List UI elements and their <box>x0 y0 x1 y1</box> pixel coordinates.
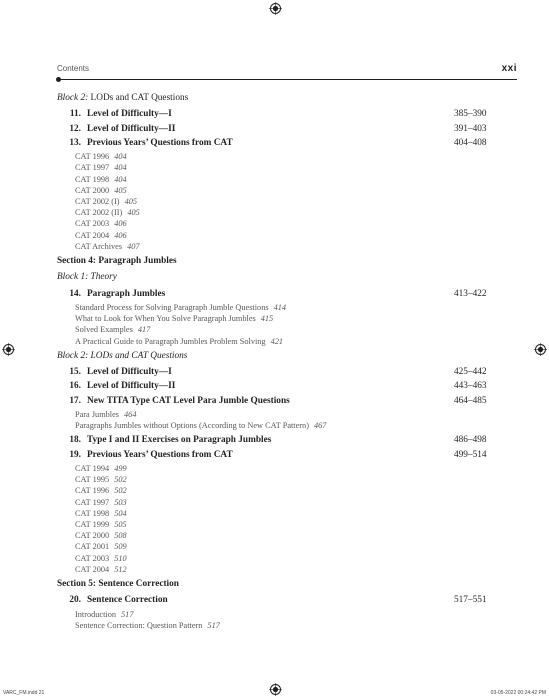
chapter-number: 19. <box>69 449 81 460</box>
subentry <box>75 463 523 474</box>
chapter-number: 12. <box>69 123 81 134</box>
subentry-page: 517 <box>207 620 220 630</box>
subentry-label: CAT 1996 <box>75 486 110 496</box>
subentry <box>75 609 523 620</box>
registration-mark-icon <box>269 2 282 15</box>
chapter-page-range: 391–403 <box>454 123 487 134</box>
subentry-label: CAT 2004 <box>75 564 110 574</box>
chapter-title: Paragraph Jumbles <box>87 288 166 299</box>
subentry-page: 415 <box>260 314 274 324</box>
subentry <box>75 553 523 564</box>
subentry <box>75 519 523 530</box>
page-number: xxi <box>501 63 517 74</box>
registration-mark-icon <box>2 343 15 356</box>
chapter-title: Level of Difficulty—I <box>87 109 172 120</box>
subentry-list <box>57 151 523 252</box>
subentry-label: CAT 1997 <box>75 497 110 507</box>
chapter-title: Level of Difficulty—II <box>87 123 176 134</box>
subentry-page: 499 <box>114 463 127 473</box>
chapter-entry <box>57 138 523 149</box>
subentry <box>75 241 523 252</box>
subentry <box>75 313 523 324</box>
subentry <box>75 196 523 207</box>
subentry-list <box>57 463 523 575</box>
subentry <box>75 162 523 173</box>
subentry-page: 502 <box>114 486 127 496</box>
block-heading-title: LODs and CAT Questions <box>88 93 189 103</box>
footer-file-name: VARC_FM.indd 21 <box>3 690 45 696</box>
subentry <box>75 336 523 347</box>
subentry-page: 517 <box>121 609 134 619</box>
chapter-title: Previous Years’ Questions from CAT <box>87 449 233 460</box>
chapter-entry <box>57 367 523 378</box>
subentry-page: 467 <box>313 421 327 431</box>
subentry <box>75 185 523 196</box>
chapter-entry <box>57 124 523 135</box>
chapter-page-range: 517–551 <box>454 595 487 606</box>
subentry <box>75 485 523 496</box>
subentry-page: 404 <box>114 152 127 162</box>
chapter-title: Previous Years’ Questions from CAT <box>87 137 233 148</box>
subentry <box>75 174 523 185</box>
subentry-label: CAT 1995 <box>75 475 110 485</box>
subentry-label: Paragraphs Jumbles without Options (According to New CAT Pattern) <box>75 421 309 431</box>
subentry-page: 508 <box>114 531 127 541</box>
footer-timestamp: 03-05-2022 00:24:42 PM <box>490 690 546 696</box>
subentry-page: 502 <box>114 475 127 485</box>
block-heading-label: Block 2: <box>57 93 89 103</box>
subentry-list <box>57 409 523 431</box>
subentry <box>75 497 523 508</box>
subentry <box>75 474 523 485</box>
block-heading-label: Block 2: LODs and CAT Questions <box>57 350 188 361</box>
chapter-entry <box>57 396 523 407</box>
subentry-page: 505 <box>114 519 127 529</box>
subentry-page: 510 <box>114 553 127 563</box>
subentry-label: CAT 2004 <box>75 230 110 240</box>
subentry <box>75 230 523 241</box>
chapter-number: 13. <box>69 137 81 148</box>
chapter-number: 18. <box>69 435 81 446</box>
subentry-page: 406 <box>114 230 127 240</box>
block-heading <box>57 272 523 283</box>
block-heading-label: Block 1: Theory <box>57 272 117 283</box>
subentry-page: 405 <box>124 197 138 206</box>
chapter-page-range: 425–442 <box>454 367 487 378</box>
section-heading: Section 5: Sentence Correction <box>57 578 179 589</box>
subentry <box>75 151 523 162</box>
chapter-number: 20. <box>69 595 81 606</box>
subentry-page: 504 <box>114 508 127 518</box>
chapter-number: 17. <box>69 395 81 406</box>
chapter-title: New TITA Type CAT Level Para Jumble Questions <box>87 395 290 406</box>
subentry <box>75 302 523 313</box>
subentry <box>75 324 523 335</box>
running-head-title: Contents <box>57 64 90 73</box>
subentry-page: 404 <box>114 163 127 173</box>
subentry-page: 406 <box>114 219 127 229</box>
header-rule-dot <box>56 77 61 82</box>
subentry-label: Sentence Correction: Question Pattern <box>75 620 203 630</box>
chapter-title: Sentence Correction <box>87 595 168 606</box>
subentry-page: 421 <box>270 336 284 346</box>
subentry-label: CAT 1997 <box>75 163 110 173</box>
chapter-number: 16. <box>69 381 81 392</box>
subentry-page: 414 <box>273 302 287 312</box>
subentry-label: Introduction <box>75 609 117 619</box>
chapter-page-range: 486–498 <box>454 435 487 446</box>
subentry-page: 405 <box>127 208 140 218</box>
subentry-page: 405 <box>114 185 127 195</box>
subentry-label: CAT 2000 <box>75 531 110 541</box>
subentry-label: Para Jumbles <box>75 409 120 419</box>
chapter-page-range: 413–422 <box>454 288 487 299</box>
chapter-entry <box>57 435 523 446</box>
subentry-label: CAT Archives <box>75 241 123 251</box>
subentry-page: 404 <box>114 174 127 184</box>
chapter-page-range: 404–408 <box>454 137 487 148</box>
registration-mark-icon <box>269 683 282 696</box>
chapter-title: Type I and II Exercises on Paragraph Jumbles <box>87 435 272 446</box>
subentry <box>75 218 523 229</box>
chapter-title: Level of Difficulty—I <box>87 367 172 378</box>
subentry-label: CAT 2001 <box>75 542 110 552</box>
subentry-label: CAT 1998 <box>75 174 110 184</box>
running-head <box>57 63 517 77</box>
subentry-label: CAT 2002 (I) <box>75 197 120 206</box>
chapter-page-range: 385–390 <box>454 109 487 120</box>
subentry-label: CAT 2002 (II) <box>75 208 123 218</box>
subentry-label: Solved Examples <box>75 325 133 335</box>
subentry-page: 512 <box>114 564 127 574</box>
chapter-number: 11. <box>69 109 81 120</box>
subentry-label: CAT 1998 <box>75 508 110 518</box>
subentry <box>75 564 523 575</box>
table-of-contents <box>57 91 523 635</box>
registration-mark-icon <box>534 343 547 356</box>
chapter-entry <box>57 109 523 120</box>
header-rule <box>57 79 517 80</box>
subentry-label: CAT 1999 <box>75 519 110 529</box>
subentry-label: A Practical Guide to Paragraph Jumbles Problem Solving <box>75 336 266 346</box>
subentry-list <box>57 302 523 347</box>
subentry-label: CAT 2000 <box>75 185 110 195</box>
subentry-page: 407 <box>127 241 140 251</box>
subentry <box>75 409 523 420</box>
subentry-page: 417 <box>137 325 151 335</box>
chapter-page-range: 443–463 <box>454 381 487 392</box>
subentry-list <box>57 609 523 631</box>
chapter-entry <box>57 381 523 392</box>
subentry <box>75 207 523 218</box>
section-heading: Section 4: Paragraph Jumbles <box>57 256 177 267</box>
block-heading <box>57 351 523 362</box>
chapter-entry <box>57 595 523 606</box>
subentry-label: What to Look for When You Solve Paragraph Jumbles <box>75 314 256 324</box>
subentry <box>75 530 523 541</box>
subentry-label: CAT 2003 <box>75 219 110 229</box>
subentry-page: 464 <box>124 409 137 419</box>
subentry-label: CAT 2003 <box>75 553 110 563</box>
chapter-entry <box>57 289 523 300</box>
subentry <box>75 420 523 431</box>
subentry-page: 503 <box>114 497 127 507</box>
subentry <box>75 508 523 519</box>
subentry <box>75 620 523 631</box>
chapter-number: 14. <box>69 288 81 299</box>
chapter-page-range: 499–514 <box>454 449 487 460</box>
subentry-label: Standard Process for Solving Paragraph Jumble Questions <box>75 302 269 312</box>
subentry-page: 509 <box>114 542 127 552</box>
chapter-title: Level of Difficulty—II <box>87 381 176 392</box>
chapter-page-range: 464–485 <box>454 395 487 406</box>
subentry <box>75 541 523 552</box>
block-heading <box>57 93 523 104</box>
chapter-number: 15. <box>69 367 81 378</box>
subentry-label: CAT 1996 <box>75 152 110 162</box>
subentry-label: CAT 1994 <box>75 463 110 473</box>
chapter-entry <box>57 450 523 461</box>
